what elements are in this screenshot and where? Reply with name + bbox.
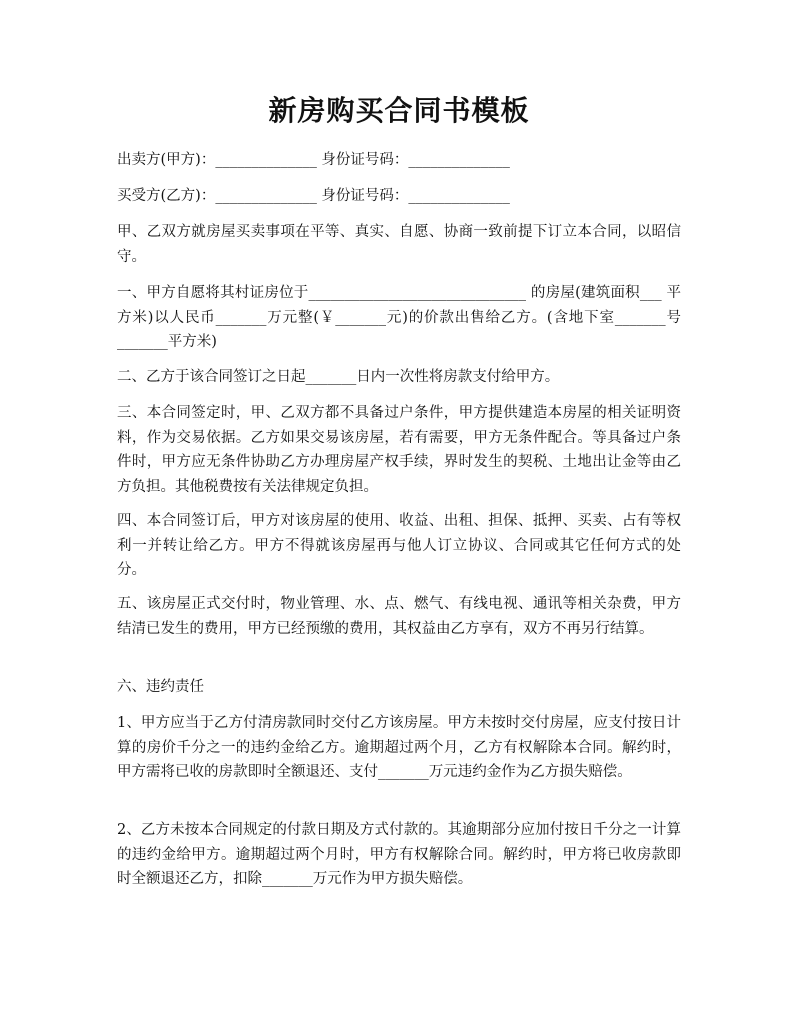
- clause-4-paragraph: 四、本合同签订后，甲方对该房屋的使用、收益、出租、担保、抵押、买卖、占有等权利一并转让给乙方。甲方不得就该房屋再与他人订立协议、合同或其它任何方式的处分。: [117, 513, 681, 578]
- clause-3-paragraph: 三、本合同签定时，甲、乙双方都不具备过户条件，甲方提供建造本房屋的相关证明资料，作为交易依据。乙方如果交易该房屋，若有需要，甲方无条件配合。等具备过户条件时，甲方应无条件协助乙方办理房屋产权手续，界时发生的契税、土地出让金等由乙方负担。其他税费按有关法律规定负担。: [117, 405, 681, 495]
- clause-6-heading: 六、违约责任: [117, 679, 204, 695]
- document-title: 新房购买合同书模板: [268, 94, 530, 127]
- preamble-paragraph: 甲、乙双方就房屋买卖事项在平等、真实、自愿、协商一致前提下订立本合同，以昭信守。: [117, 224, 681, 265]
- seller-line: 出卖方(甲方)：______________ 身份证号码：______________: [117, 152, 510, 168]
- clause-5-paragraph: 五、该房屋正式交付时，物业管理、水、点、燃气、有线电视、通讯等相关杂费，甲方结清已发生的费用，甲方已经预缴的费用，其权益由乙方享有，双方不再另行结算。: [117, 596, 681, 637]
- liability-2-paragraph: 2、乙方未按本合同规定的付款日期及方式付款的。其逾期部分应加付按日千分之一计算的违约金给甲方。逾期超过两个月时，甲方有权解除合同。解约时，甲方将已收房款即时全额退还乙方，扣除_______万元作为甲方损失赔偿。: [117, 822, 681, 887]
- clause-2-paragraph: 二、乙方于该合同签订之日起_______日内一次性将房款支付给甲方。: [117, 369, 560, 385]
- buyer-line: 买受方(乙方)：______________ 身份证号码：______________: [117, 188, 510, 204]
- clause-1-paragraph: 一、甲方自愿将其村证房位于______________________________ 的房屋(建筑面积___ 平方米)以人民币_______万元整(￥_______元)的价款出售给乙方。(含地下室_______号_______平方米): [117, 285, 681, 350]
- liability-1-paragraph: 1、甲方应当于乙方付清房款同时交付乙方该房屋。甲方未按时交付房屋，应支付按日计算的房价千分之一的违约金给乙方。逾期超过两个月，乙方有权解除本合同。解约时，甲方需将已收的房款即时全额退还、支付_______万元违约金作为乙方损失赔偿。: [117, 715, 681, 780]
